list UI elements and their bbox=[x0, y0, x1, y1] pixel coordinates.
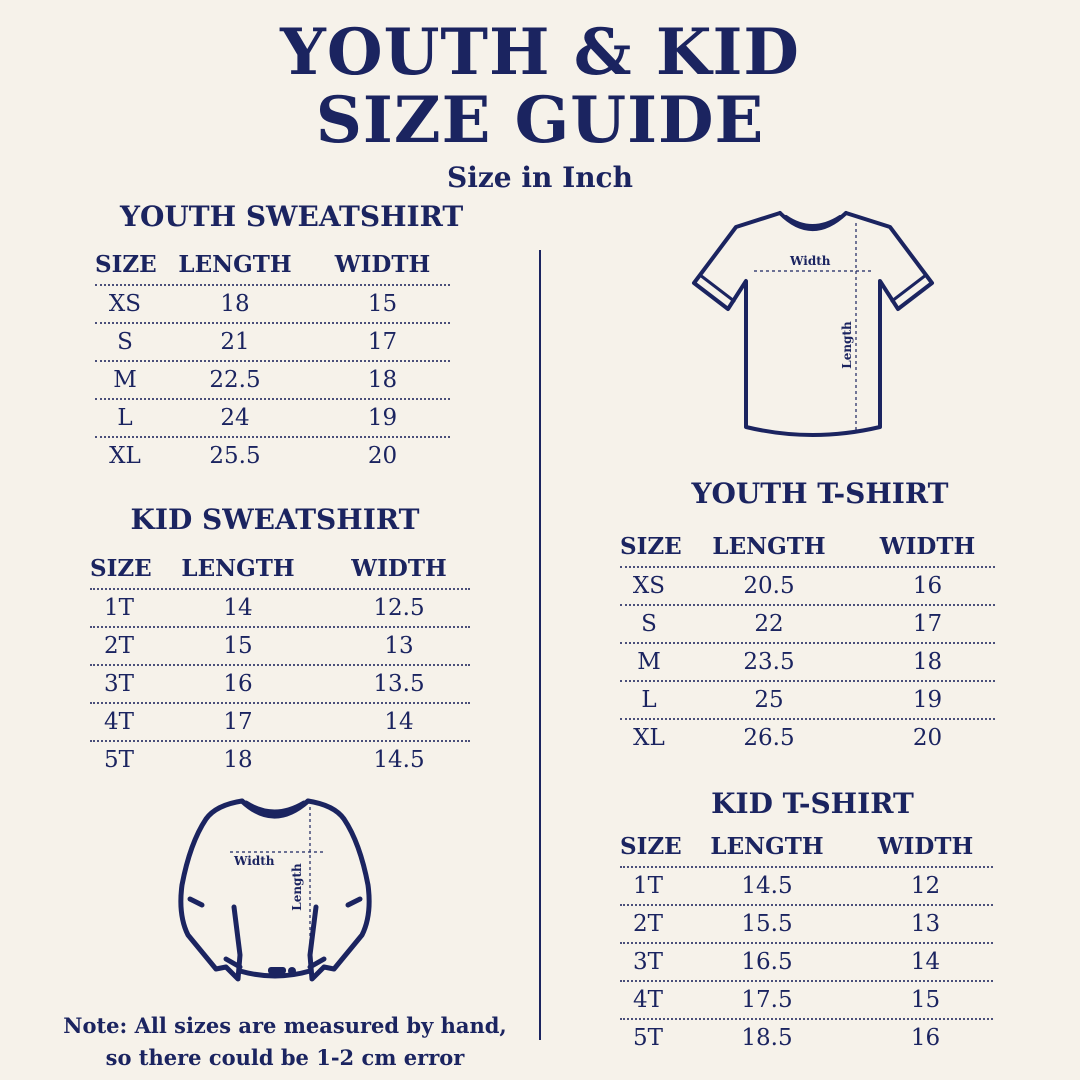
length-cell: 18 bbox=[223, 747, 253, 773]
size-cell: S bbox=[641, 611, 657, 637]
table-header bbox=[620, 526, 995, 566]
length-cell: 17.5 bbox=[741, 987, 793, 1013]
page-title-line-2: SIZE GUIDE bbox=[315, 83, 765, 158]
size-cell: 5T bbox=[633, 1025, 663, 1051]
width-cell: 19 bbox=[912, 687, 943, 713]
size-cell: M bbox=[637, 649, 661, 675]
table-row bbox=[90, 702, 470, 740]
sweatshirt-length-label: Length bbox=[290, 863, 304, 911]
width-cell: 14.5 bbox=[373, 747, 425, 773]
table-row bbox=[90, 740, 470, 778]
length-cell: 21 bbox=[220, 329, 250, 355]
size-cell: 2T bbox=[633, 911, 663, 937]
length-cell: 22 bbox=[754, 611, 784, 637]
column-header-width: WIDTH bbox=[334, 250, 431, 278]
table-row bbox=[95, 284, 450, 322]
column-header-width: WIDTH bbox=[351, 554, 447, 582]
table-row bbox=[620, 604, 995, 642]
size-cell: S bbox=[117, 329, 133, 355]
youth-tshirt-title: YOUTH T-SHIRT bbox=[691, 477, 949, 510]
table-row bbox=[620, 642, 995, 680]
length-cell: 18.5 bbox=[741, 1025, 793, 1051]
size-cell: XS bbox=[108, 291, 142, 317]
column-header-size: SIZE bbox=[620, 532, 682, 560]
table-header bbox=[95, 244, 450, 284]
size-cell: XL bbox=[109, 443, 141, 469]
length-cell: 14 bbox=[223, 595, 253, 621]
table-row bbox=[95, 322, 450, 360]
table-row bbox=[620, 680, 995, 718]
kid-tshirt-title: KID T-SHIRT bbox=[711, 787, 914, 820]
column-header-width: WIDTH bbox=[879, 532, 976, 560]
note-line-1: Note: All sizes are measured by hand, bbox=[63, 1013, 507, 1038]
table-row bbox=[620, 980, 993, 1018]
size-cell: 1T bbox=[633, 873, 663, 899]
length-cell: 23.5 bbox=[743, 649, 795, 675]
youth-sweatshirt-title: YOUTH SWEATSHIRT bbox=[120, 200, 464, 233]
size-cell: XS bbox=[632, 573, 666, 599]
kid-sweatshirt-table bbox=[90, 548, 470, 778]
size-cell: 2T bbox=[104, 633, 134, 659]
length-cell: 14.5 bbox=[741, 873, 793, 899]
size-cell: L bbox=[117, 405, 133, 431]
size-cell: 1T bbox=[104, 595, 134, 621]
tshirt-width-label: Width bbox=[790, 254, 831, 268]
note-line-2: so there could be 1-2 cm error bbox=[105, 1045, 465, 1070]
size-cell: 4T bbox=[104, 709, 134, 735]
sweatshirt-width-label: Width bbox=[234, 854, 275, 868]
column-header-width: WIDTH bbox=[877, 832, 974, 860]
length-cell: 24 bbox=[220, 405, 250, 431]
column-header-size: SIZE bbox=[90, 554, 152, 582]
width-cell: 13 bbox=[384, 633, 414, 659]
column-divider bbox=[539, 250, 541, 1040]
column-header-size: SIZE bbox=[95, 250, 157, 278]
table-row bbox=[620, 866, 993, 904]
table-header bbox=[620, 826, 993, 866]
unit-subtitle: Size in Inch bbox=[447, 161, 633, 194]
size-cell: XL bbox=[633, 725, 665, 751]
width-cell: 14 bbox=[384, 709, 414, 735]
width-cell: 12 bbox=[910, 873, 941, 899]
width-cell: 18 bbox=[912, 649, 943, 675]
table-row bbox=[95, 398, 450, 436]
width-cell: 13 bbox=[910, 911, 941, 937]
size-cell: L bbox=[641, 687, 657, 713]
width-cell: 19 bbox=[367, 405, 398, 431]
table-row bbox=[95, 360, 450, 398]
size-cell: 5T bbox=[104, 747, 134, 773]
kid-tshirt-table bbox=[620, 826, 993, 1056]
length-cell: 15 bbox=[223, 633, 253, 659]
table-header bbox=[90, 548, 470, 588]
column-header-length: LENGTH bbox=[178, 250, 292, 278]
width-cell: 18 bbox=[367, 367, 398, 393]
width-cell: 16 bbox=[912, 573, 943, 599]
tshirt-length-label: Length bbox=[840, 321, 854, 369]
width-cell: 14 bbox=[910, 949, 941, 975]
table-row bbox=[90, 588, 470, 626]
page-title-line-1: YOUTH & KID bbox=[280, 15, 800, 90]
length-cell: 20.5 bbox=[743, 573, 795, 599]
length-cell: 15.5 bbox=[741, 911, 793, 937]
size-cell: M bbox=[113, 367, 137, 393]
width-cell: 15 bbox=[910, 987, 941, 1013]
column-header-length: LENGTH bbox=[712, 532, 826, 560]
youth-sweatshirt-table bbox=[95, 244, 450, 474]
table-row bbox=[620, 718, 995, 756]
table-row bbox=[620, 566, 995, 604]
table-row bbox=[90, 626, 470, 664]
length-cell: 18 bbox=[220, 291, 250, 317]
youth-tshirt-table bbox=[620, 526, 995, 756]
width-cell: 17 bbox=[367, 329, 398, 355]
table-row bbox=[95, 436, 450, 474]
size-cell: 3T bbox=[104, 671, 134, 697]
table-row bbox=[620, 1018, 993, 1056]
width-cell: 12.5 bbox=[373, 595, 425, 621]
length-cell: 25.5 bbox=[209, 443, 261, 469]
width-cell: 20 bbox=[367, 443, 398, 469]
table-row bbox=[620, 904, 993, 942]
column-header-length: LENGTH bbox=[181, 554, 295, 582]
length-cell: 26.5 bbox=[743, 725, 795, 751]
measurement-note bbox=[40, 1010, 530, 1074]
size-cell: 3T bbox=[633, 949, 663, 975]
length-cell: 17 bbox=[223, 709, 253, 735]
width-cell: 15 bbox=[367, 291, 398, 317]
size-cell: 4T bbox=[633, 987, 663, 1013]
sweatshirt-icon bbox=[176, 795, 376, 995]
length-cell: 16.5 bbox=[741, 949, 793, 975]
kid-sweatshirt-title: KID SWEATSHIRT bbox=[130, 503, 420, 536]
length-cell: 16 bbox=[223, 671, 253, 697]
width-cell: 17 bbox=[912, 611, 943, 637]
length-cell: 22.5 bbox=[209, 367, 261, 393]
width-cell: 13.5 bbox=[373, 671, 425, 697]
column-header-size: SIZE bbox=[620, 832, 682, 860]
table-row bbox=[90, 664, 470, 702]
width-cell: 16 bbox=[910, 1025, 941, 1051]
width-cell: 20 bbox=[912, 725, 943, 751]
length-cell: 25 bbox=[754, 687, 784, 713]
column-header-length: LENGTH bbox=[710, 832, 824, 860]
tshirt-icon bbox=[688, 205, 938, 445]
table-row bbox=[620, 942, 993, 980]
